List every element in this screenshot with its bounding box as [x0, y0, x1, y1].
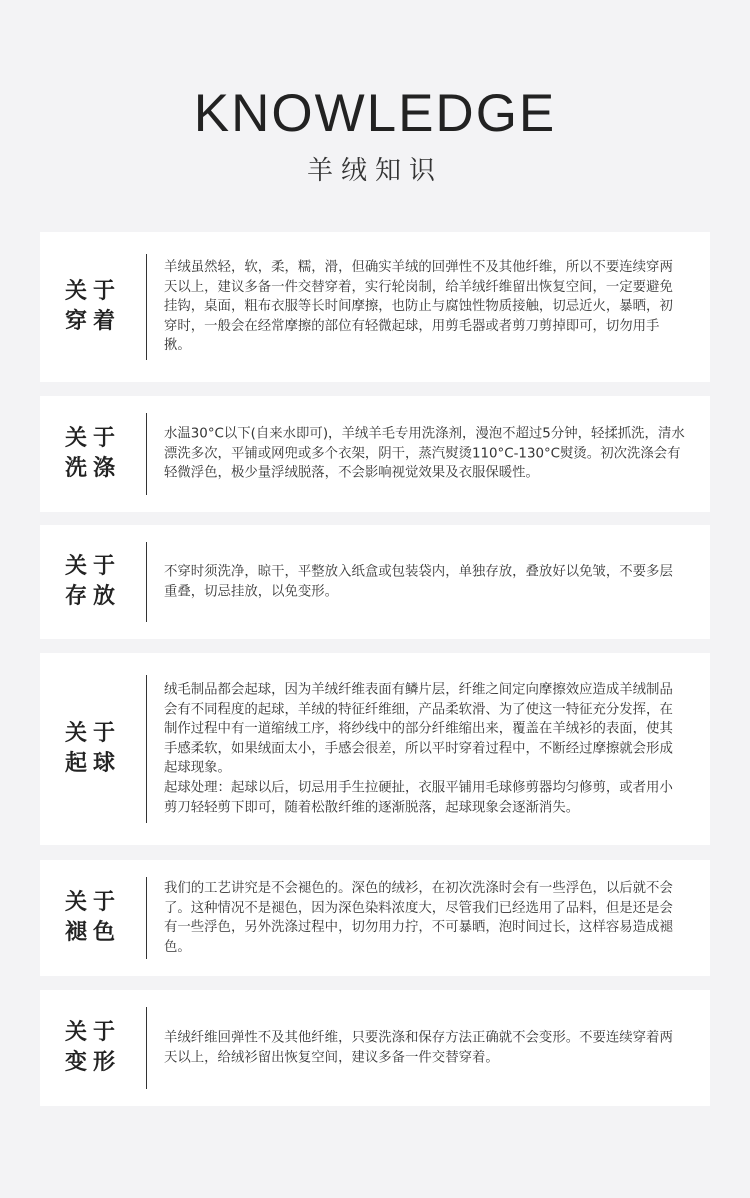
- card-divider: [146, 413, 147, 495]
- card-divider: [146, 877, 147, 959]
- card-description: 羊绒纤维回弹性不及其他纤维，只要洗涤和保存方法正确就不会变形。不要连续穿着两天以上，给绒衫留出恢复空间，建议多备一件交替穿着。: [164, 1030, 673, 1065]
- card-description: 我们的工艺讲究是不会褪色的。深色的绒衫，在初次洗涤时会有一些浮色，以后就不会了。这种情况不是褪色，因为深色染料浓度大，尽管我们已经选用了品料，但是还是会有一些浮色，另外洗涤过程中，切勿用力拧，不可暴晒，泡时间过长，这样容易造成褪色。: [164, 880, 673, 955]
- card-label: 关于 变形: [64, 1020, 121, 1075]
- card-divider: [146, 1007, 147, 1089]
- page-title: KNOWLEDGE: [193, 84, 557, 143]
- card-divider: [146, 542, 147, 622]
- card-label: 关于 起球: [64, 721, 121, 776]
- card-label: 关于 褪色: [64, 890, 121, 945]
- card-description: 羊绒虽然轻，软，柔，糯，滑，但确实羊绒的回弹性不及其他纤维，所以不要连续穿两天以上，建议多备一件交替穿着，实行轮岗制，给羊绒纤维留出恢复空间，一定要避免挂钩，桌面，粗布衣服等长时间摩擦，也防止与腐蚀性物质接触，切忌近火，暴晒，初穿时，一般会在经常摩擦的部位有轻微起球，用剪毛器或者剪刀剪掉即可，切勿用手揪。: [164, 260, 673, 354]
- knowledge-card-wearing: [40, 232, 710, 382]
- page-subtitle: 羊绒知识: [306, 156, 443, 186]
- knowledge-card-storage: [40, 525, 710, 639]
- card-description: 绒毛制品都会起球，因为羊绒纤维表面有鳞片层，纤维之间定向摩擦效应造成羊绒制品会有不同程度的起球，羊绒的特征纤维细，产品柔软滑、为了使这一特征充分发挥，在制作过程中有一道缩绒工序，将纱线中的部分纤维缩出来，覆盖在羊绒衫的表面，使其手感柔软，如果绒面太小，手感会很差，所以平时穿着过程中，不断经过摩擦就会形成起球现象。 起球处理：起球以后，切忌用手生拉硬扯，衣服平铺用毛球修剪器均匀修剪，或者用小剪刀轻轻剪下即可，随着松散纤维的逐渐脱落，起球现象会逐渐消失。: [164, 682, 673, 815]
- card-divider: [146, 675, 147, 823]
- card-divider: [146, 254, 147, 360]
- page-header: [0, 84, 750, 188]
- card-label: 关于 存放: [64, 554, 121, 609]
- card-description: 水温30°C以下(自来水即可)，羊绒羊毛专用洗涤剂，漫泡不超过5分钟，轻揉抓洗，清水漂洗多次，平铺或网兜或多个衣架，阴干，蒸汽熨烫110°C-130°C熨烫。初次洗涤会有轻微浮色，极少量浮绒脱落，不会影响视觉效果及衣服保暖性。: [164, 426, 685, 481]
- knowledge-card-fading: [40, 860, 710, 976]
- card-label: 关于 穿着: [64, 279, 121, 334]
- card-label: 关于 洗涤: [64, 426, 121, 481]
- knowledge-card-deformation: [40, 990, 710, 1106]
- knowledge-card-washing: [40, 396, 710, 512]
- knowledge-card-pilling: [40, 653, 710, 845]
- card-description: 不穿时须洗净，晾干，平整放入纸盒或包装袋内，单独存放，叠放好以免皱，不要多层重叠，切忌挂放，以免变形。: [164, 564, 673, 599]
